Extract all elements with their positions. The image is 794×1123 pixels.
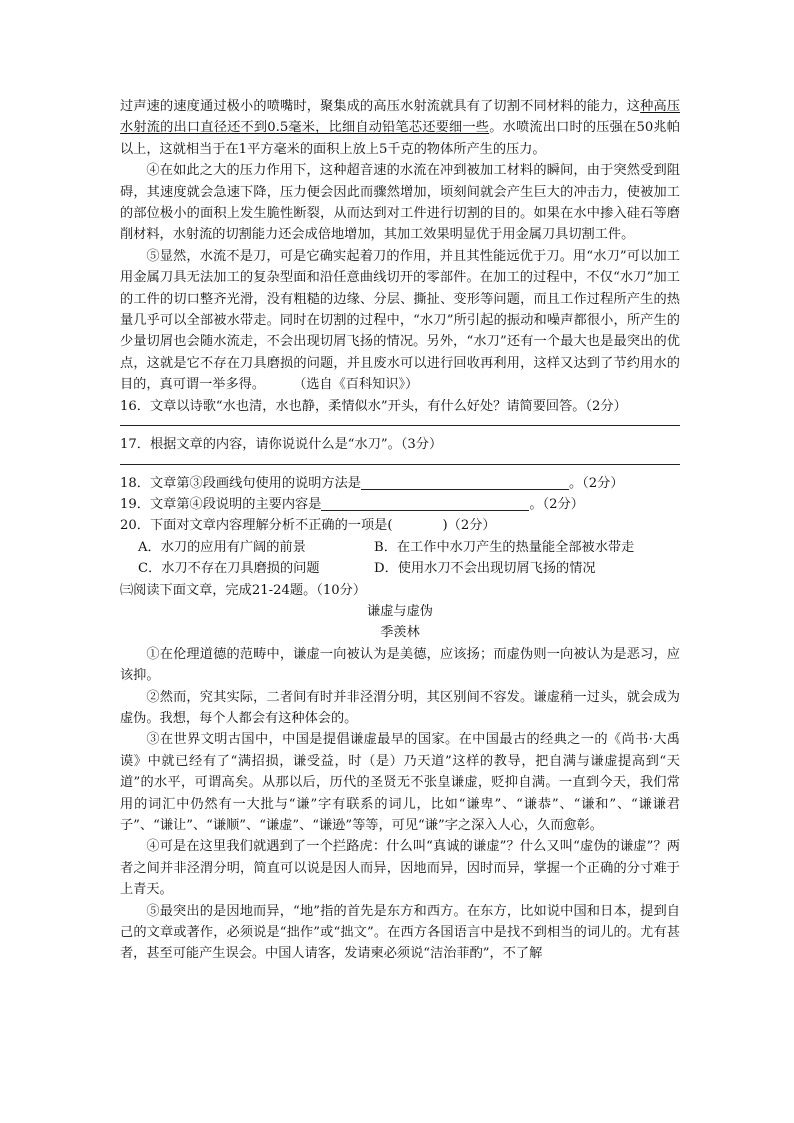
passage-para-5: ⑤显然，水流不是刀，可是它确实起着刀的作用，并且其性能远优于刀。用“水刀”可以加工用金属刀具无法加工的复杂型面和沿任意曲线切开的零部件。在加工的过程中，不仅“水刀”加工的工件的切口整齐光滑，没有粗糙的边缘、分层、撕扯、变形等问题，而且工作过程所产生的热量几乎可以全部被水带走。同时在切割的过程中，“水刀”所引起的振动和噪声都很小，所产生的少量切屑也会随水流走，不会出现切屑飞扬的情况。另外，“水刀”还有一个最大也是最突出的优点，这就是它不存在刀具磨损的问题，并且废水可以进行回收再利用，这样又达到了节约用水的目的，真可谓一举多得。 （选自《百科知识》） (120, 248, 680, 393)
para3-end: 。水喷流出口时的压强在50兆帕以上，这就相当于在1平方毫米的面积上放上5千克的物体所产生的压力。 (120, 120, 680, 157)
answer-blank-18[interactable] (361, 475, 569, 490)
question-16: 16．文章以诗歌“水也清，水也静，柔情似水”开头，有什么好处？请简要回答。（2分） (120, 398, 627, 414)
article-para-1: ①在伦理道德的范畴中，谦虚一向被认为是美德，应该扬；而虚伪则一向被认为是恶习，应该抑。 (120, 646, 680, 684)
underlined-sentence: 种高压水射流的出口直径还不到0.5毫米，比细自动铅笔芯还要细一些 (120, 99, 681, 136)
option-a: A．水刀的应用有广阔的前景 (138, 539, 306, 555)
passage-para-4: ④在如此之大的压力作用下，这种超音速的水流在冲到被加工材料的瞬间，由于突然受到阻碍，其速度就会急速下降，压力便会因此而骤然增加，顷刻间就会产生巨大的冲击力，使被加工的部位极小的面积上发生脆性断裂，从而达到对工件进行切割的目的。如果在水中掺入硅石等磨削材料，水射流的切割能力还会成倍地增加，其加工效果明显优于用金属刀具切割工件。 (120, 163, 680, 243)
article-title: 谦虚与虚伪 (367, 603, 433, 619)
article-para-3: ③在世界文明古国中，中国是提倡谦虚最早的国家。在中国最古的经典之一的《尚书·大禹谟》中就已经有了“满招损，谦受益，时（是）乃天道”这样的教导，把自满与谦虚提高到“天道”的水平，可谓高矣。从那以后，历代的圣贤无不张皇谦虚，贬抑自满。一直到今天，我们常用的词汇中仍然有一大批与“谦”字有联系的词儿，比如“谦卑”、“谦恭”、“谦和”、“谦谦君子”、“谦让”、“谦顺”、“谦虚”、“谦逊”等等，可见“谦”字之深入人心，久而愈彰。 (120, 732, 680, 833)
answer-line-16[interactable] (120, 425, 680, 426)
option-c: C．水刀不存在刀具磨损的问题 (138, 561, 320, 577)
question-18: 18．文章第③段画线句使用的说明方法是 。（2分） (120, 475, 624, 491)
options-row-2 (120, 558, 680, 579)
article-para-4: ④可是在这里我们就遇到了一个拦路虎：什么叫“真诚的谦虚”？什么又叫“虚伪的谦虚”？两者之间并非泾渭分明，简直可以说是因人而异，因地而异，因时而异，掌握一个正确的分寸难于上青天。 (120, 839, 680, 898)
article-para-2: ②然而，究其实际，二者间有时并非泾渭分明，其区别间不容发。谦虚稍一过头，就会成为虚伪。我想，每个人都会有这种体会的。 (120, 689, 680, 726)
para3-start: 过声速的速度通过极小的喷嘴时，聚集成的高压水射流就具有了切割不同材料的能力，这 (120, 99, 641, 114)
options-row-1 (120, 537, 680, 558)
question-19: 19．文章第④段说明的主要内容是 。（2分） (120, 496, 584, 512)
option-b: B．在工作中水刀产生的热量能全部被水带走 (374, 539, 635, 555)
article-author: 季羡林 (380, 625, 420, 641)
section-3-heading: ㈢阅读下面文章，完成21-24题。（10分） (120, 582, 367, 598)
exam-page (120, 96, 680, 965)
article-para-5: ⑤最突出的是因地而异，“地”指的首先是东方和西方。在东方，比如说中国和日本，提到自己的文章或著作，必须说是“拙作”或“拙文”。在西方各国语言中是找不到相当的词儿的。尤有甚者，甚至可能产生误会。中国人请客，发请柬必须说“洁治菲酌”，不了解 (120, 903, 680, 962)
answer-blank-19[interactable] (321, 496, 529, 511)
answer-line-17[interactable] (120, 464, 680, 465)
question-17: 17．根据文章的内容，请你说说什么是“水刀”。（3分） (120, 437, 443, 453)
source-citation: （选自《百科知识》） (293, 377, 419, 393)
option-d: D．使用水刀不会出现切屑飞扬的情况 (374, 561, 596, 577)
passage-para-3 (120, 96, 680, 160)
question-20: 20．下面对文章内容理解分析不正确的一项是( )（2分） (120, 518, 496, 534)
